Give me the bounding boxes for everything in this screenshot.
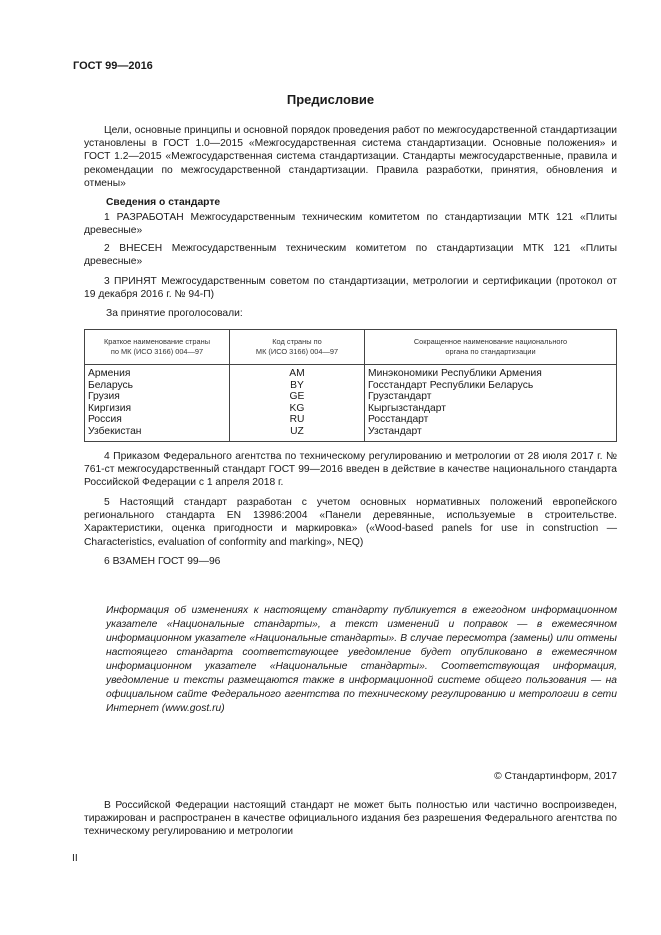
- item-5-paragraph: [84, 496, 617, 549]
- legal-notice-paragraph: [84, 799, 617, 839]
- legal-notice-text: В Российской Федерации настоящий стандарт не может быть полностью или частично воспроизведен, тиражирован и распространен в качестве официального издания без разрешения Федерального агентства по техническому регулированию и метрологии: [84, 800, 617, 838]
- intro-text: Цели, основные принципы и основной порядок проведения работ по межгосударственной стандартизации установлены в ГОСТ 1.0—2015 «Межгосударственная система стандартизации. Основные положения» и ГОСТ 1.2—2015 «Межгосударственная система стандартизации. Стандарты межгосударственные, правила и рекомендации по межгосударственной стандартизации. Правила разработки, принятия, обновления и отмены»: [84, 125, 617, 189]
- cell-code: KG: [230, 403, 365, 415]
- cell-code: RU: [230, 414, 365, 426]
- item-1-paragraph: [84, 211, 617, 237]
- header-body: [365, 330, 617, 365]
- header-code-line2: МК (ИСО 3166) 004—97: [255, 347, 339, 356]
- cell-country: Киргизия: [85, 403, 230, 415]
- item-5-text: 5 Настоящий стандарт разработан с учетом основных нормативных положений европейского регионального стандарта EN 13986:2004 «Панели деревянные, используемые в строительстве. Характеристики, оценка пригодности и маркировка» («Wood-based panels for use in construction — Characteristics, evaluation of conformity and marking», NEQ): [84, 497, 617, 548]
- item-6-paragraph: [84, 555, 617, 568]
- cell-body: Кыргызстандарт: [365, 403, 617, 415]
- page-title: Предисловие: [286, 92, 375, 107]
- cell-body: Минэкономики Республики Армения: [365, 365, 617, 380]
- header-body-line1: Сокращенное наименование национального: [413, 337, 568, 346]
- cell-code: UZ: [230, 426, 365, 441]
- copyright-notice: © Стандартинформ, 2017: [494, 771, 617, 782]
- intro-paragraph: [84, 124, 617, 190]
- header-body-line2: органа по стандартизации: [445, 347, 536, 356]
- header-country-line2: по МК (ИСО 3166) 004—97: [110, 347, 204, 356]
- voting-table: [84, 329, 617, 442]
- item-1-text: 1 РАЗРАБОТАН Межгосударственным техническим комитетом по стандартизации МТК 121 «Плиты древесные»: [84, 212, 617, 237]
- section-heading: Сведения о стандарте: [106, 197, 221, 208]
- cell-code: AM: [230, 365, 365, 380]
- cell-body: Грузстандарт: [365, 391, 617, 403]
- cell-country: Грузия: [85, 391, 230, 403]
- cell-country: Армения: [85, 365, 230, 380]
- table-row: [85, 365, 617, 380]
- item-2-paragraph: [84, 242, 617, 268]
- cell-code: BY: [230, 380, 365, 392]
- item-3-text: 3 ПРИНЯТ Межгосударственным советом по стандартизации, метрологии и сертификации (протокол от 19 декабря 2016 г. № 94-П): [84, 276, 617, 301]
- cell-country: Беларусь: [85, 380, 230, 392]
- table-row: [85, 426, 617, 441]
- header-country-line1: Краткое наименование страны: [103, 337, 211, 346]
- table-row: [85, 403, 617, 415]
- cell-body: Узстандарт: [365, 426, 617, 441]
- item-3-paragraph: [84, 275, 617, 301]
- item-4-paragraph: [84, 450, 617, 490]
- voting-intro: За принятие проголосовали:: [106, 308, 243, 319]
- document-header-id: ГОСТ 99—2016: [73, 60, 153, 72]
- table-row: [85, 414, 617, 426]
- item-6-text: 6 ВЗАМЕН ГОСТ 99—96: [104, 556, 221, 567]
- cell-country: Узбекистан: [85, 426, 230, 441]
- header-country: [85, 330, 230, 365]
- table-row: [85, 391, 617, 403]
- item-2-text: 2 ВНЕСЕН Межгосударственным техническим комитетом по стандартизации МТК 121 «Плиты древесные»: [84, 243, 617, 268]
- cell-country: Россия: [85, 414, 230, 426]
- change-info-notice: Информация об изменениях к настоящему стандарту публикуется в ежегодном информационном указателе «Национальные стандарты», а текст изменений и поправок — в ежемесячном информационном указателе «Национальные стандарты». В случае пересмотра (замены) или отмены настоящего стандарта соответствующее уведомление будет опубликовано в ежемесячном информационном указателе «Национальные стандарты». Соответствующая информация, уведомление и тексты размещаются также в информационной системе общего пользования — на официальном сайте Федерального агентства по техническому регулированию и метрологии в сети Интернет (www.gost.ru): [106, 605, 617, 714]
- header-code-line1: Код страны по: [272, 337, 322, 346]
- table-header-row: [85, 330, 617, 365]
- cell-body: Росстандарт: [365, 414, 617, 426]
- cell-body: Госстандарт Республики Беларусь: [365, 380, 617, 392]
- table-row: [85, 380, 617, 392]
- cell-code: GE: [230, 391, 365, 403]
- page-number: II: [72, 853, 78, 864]
- header-code: [230, 330, 365, 365]
- item-4-text: 4 Приказом Федерального агентства по техническому регулированию и метрологии от 28 июля 2017 г. № 761-ст межгосударственный стандарт ГОСТ 99—2016 введен в действие в качестве национального стандарта Российской Федерации с 1 апреля 2018 г.: [84, 451, 617, 489]
